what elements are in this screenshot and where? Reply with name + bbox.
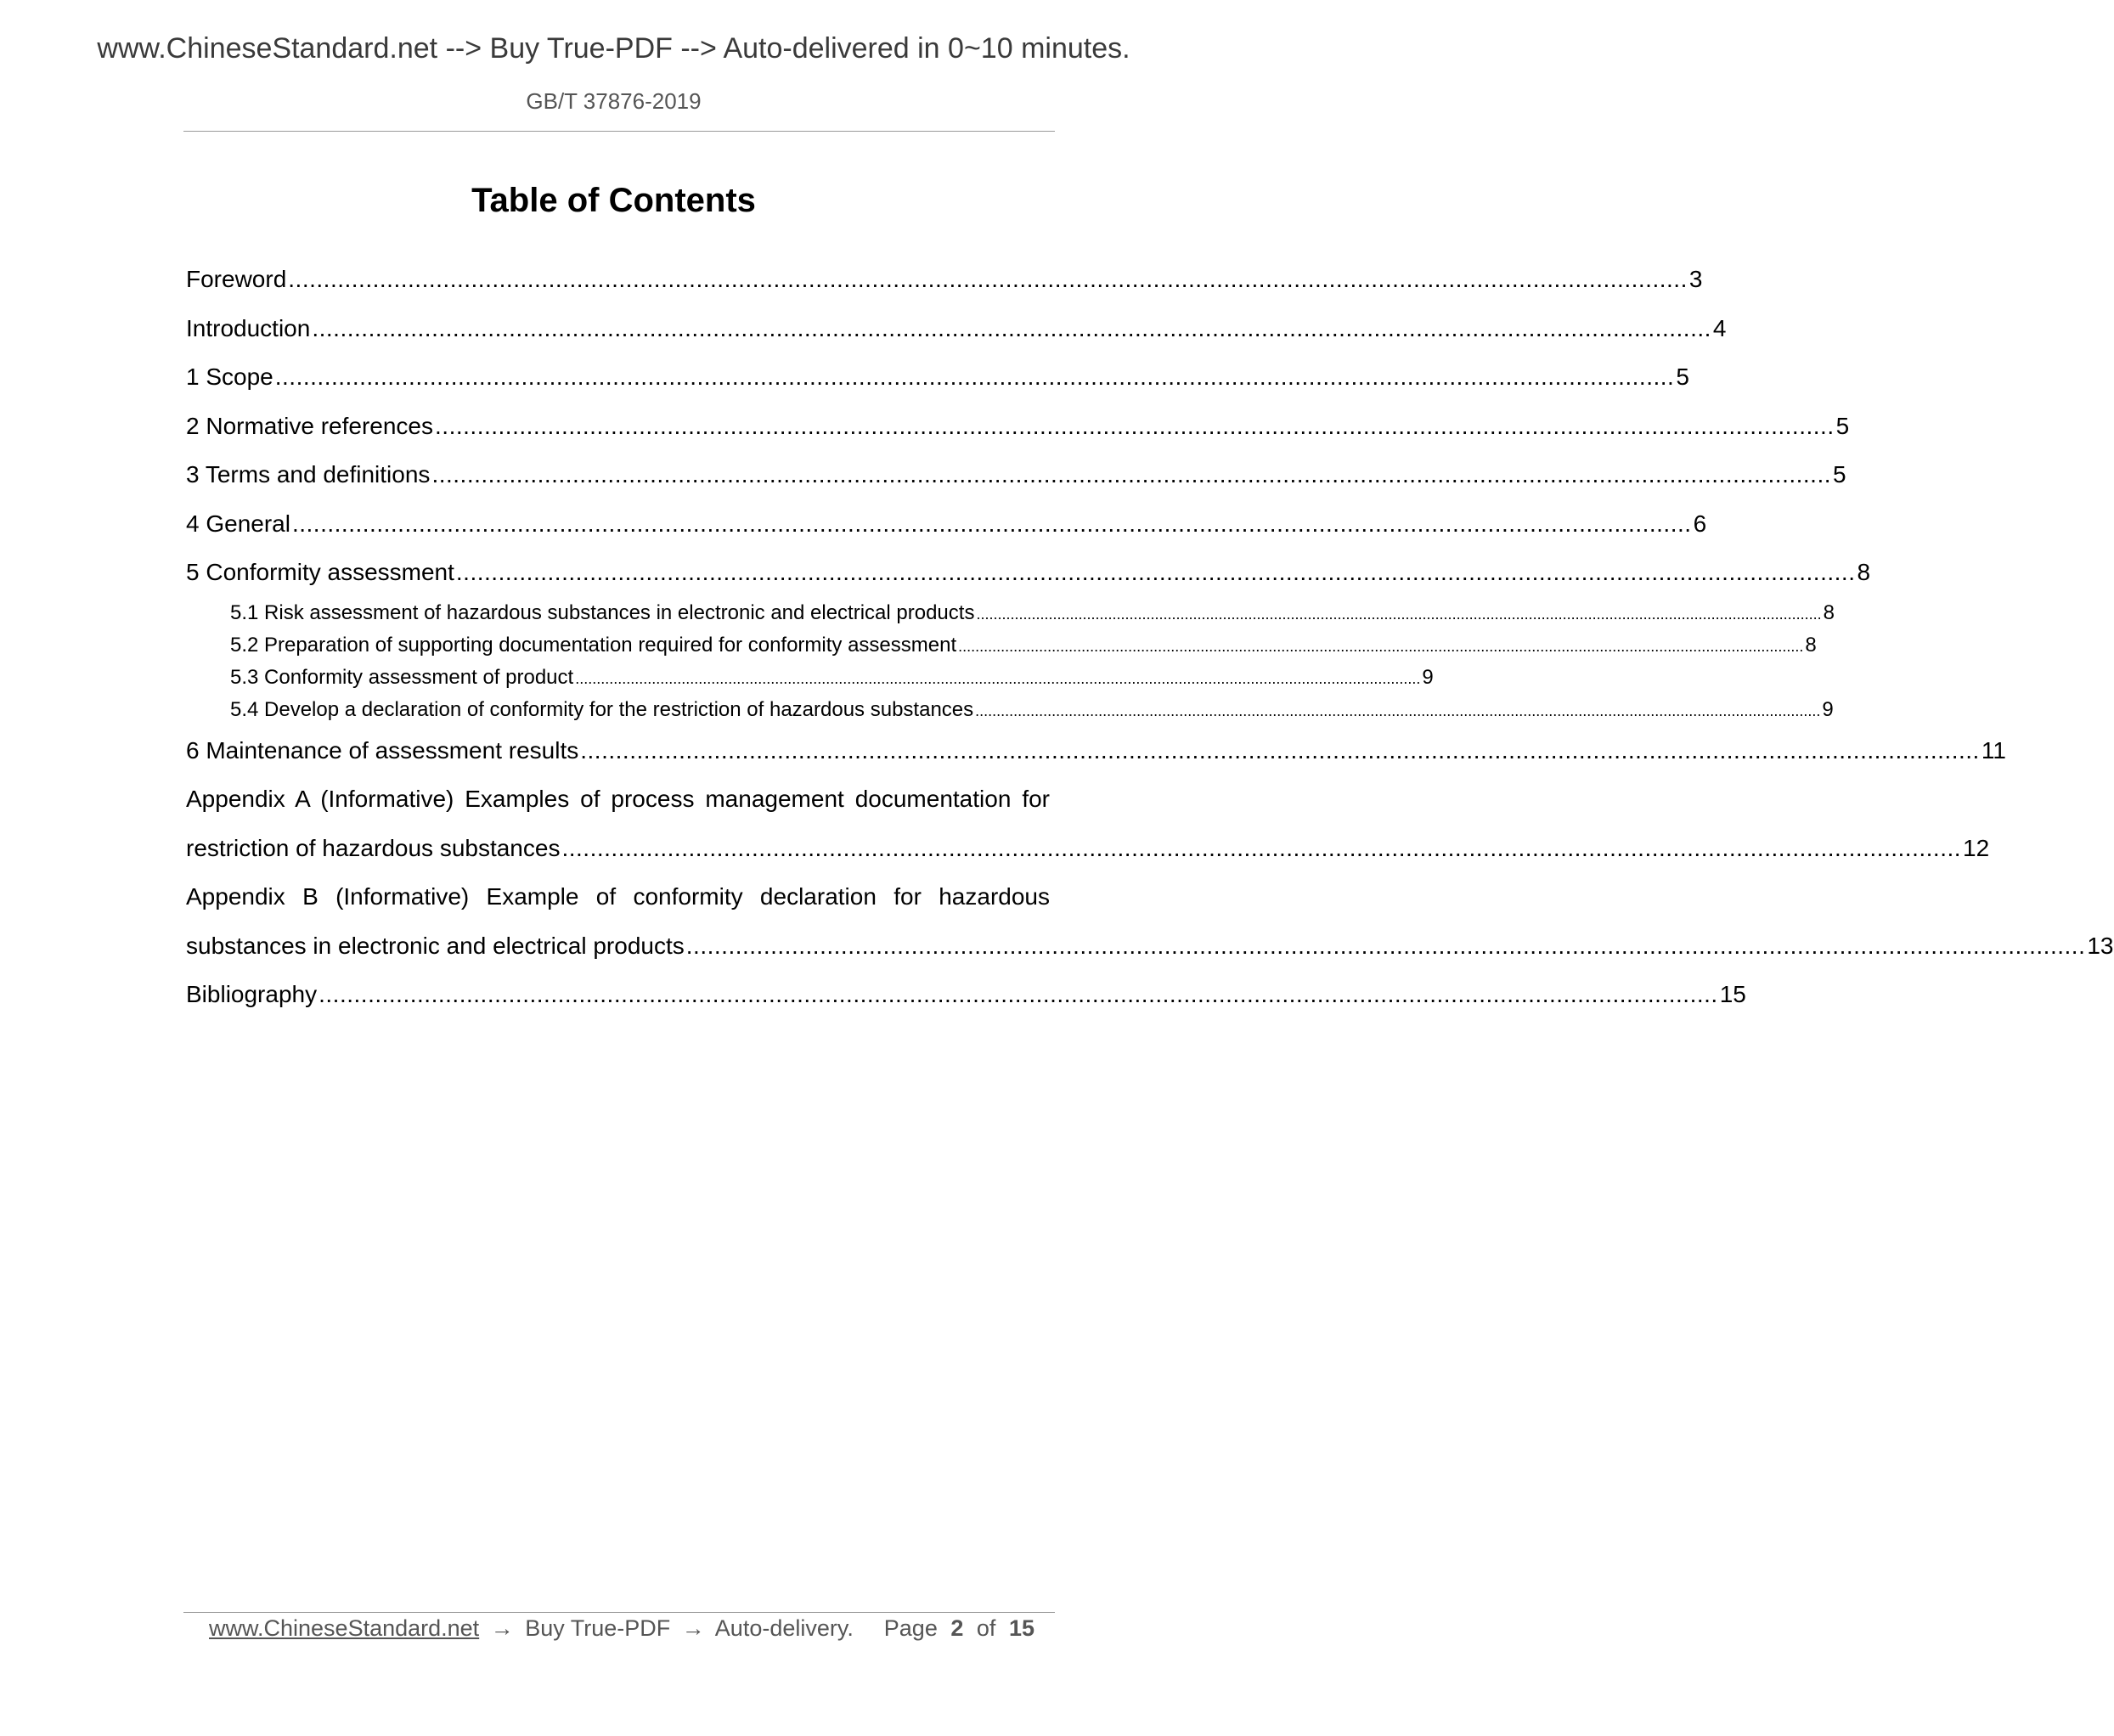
toc-entry-page: 12 (1963, 834, 1990, 861)
toc-dot-leader: ....................................................................................................................................................................................................... (958, 637, 1804, 655)
toc-entry-label: 2 Normative references (186, 412, 434, 439)
toc-entry-page: 5 (1835, 412, 1850, 439)
toc-entry-page: 4 (1712, 314, 1727, 341)
toc-dot-leader: ....................................................................................................................................................................................................... (976, 605, 1822, 623)
current-page: 2 (950, 1615, 964, 1641)
toc-dot-leader: ....................................................................................................................................................................................................... (288, 266, 1688, 292)
toc-entry-page: 15 (1719, 981, 1746, 1007)
arrow-right-icon: → (490, 1615, 514, 1641)
page-footer (209, 1615, 1041, 1649)
header-divider (183, 131, 1055, 132)
toc-entry-label: Introduction (186, 314, 311, 341)
footer-site-link[interactable]: www.ChineseStandard.net (209, 1615, 480, 1641)
toc-entry-label: Appendix B (Informative) Example of conformity declaration for hazardous (186, 883, 1050, 910)
toc-entry-page: 8 (1805, 633, 1817, 657)
toc-entry-appendix-a-line2[interactable] (186, 824, 1990, 873)
banner-delivery-text: Auto-delivered in 0~10 minutes. (723, 32, 1130, 65)
toc-dot-leader: ....................................................................................................................................................................................................... (431, 461, 1832, 488)
banner-separator: --> (445, 32, 482, 65)
toc-dot-leader: ....................................................................................................................................................................................................... (580, 736, 1980, 764)
toc-entry-scope[interactable] (186, 352, 1689, 402)
toc-entry-5-1[interactable] (230, 597, 1835, 629)
toc-dot-leader: ....................................................................................................................................................................................................... (685, 932, 2086, 959)
toc-entry-introduction[interactable] (186, 304, 1727, 353)
footer-buy-text: Buy True-PDF (525, 1615, 671, 1641)
page-of-word: of (976, 1615, 996, 1641)
toc-dot-leader: ....................................................................................................................................................................................................... (291, 510, 1692, 537)
toc-entry-bibliography[interactable] (186, 970, 1746, 1019)
toc-entry-label: 1 Scope (186, 364, 273, 390)
toc-entry-appendix-a-line1[interactable] (186, 775, 1050, 824)
toc-entry-page: 8 (1857, 559, 1871, 585)
toc-entry-label: Appendix A (Informative) Examples of process management documentation for (186, 786, 1050, 812)
toc-dot-leader: ....................................................................................................................................................................................................... (561, 834, 1962, 861)
banner-separator: --> (680, 32, 717, 65)
toc-dot-leader: ....................................................................................................................................................................................................... (975, 702, 1821, 719)
toc-entry-label: 4 General (186, 510, 290, 537)
toc-entry-page: 11 (1981, 736, 2006, 764)
toc-entry-foreword[interactable] (186, 255, 1703, 304)
toc-entry-page: 3 (1688, 266, 1703, 292)
toc-entry-appendix-b-line1[interactable] (186, 872, 1050, 922)
toc-entry-page: 8 (1823, 600, 1835, 624)
footer-divider (183, 1612, 1055, 1613)
toc-entry-label: restriction of hazardous substances (186, 834, 561, 861)
toc-entry-label: 5.3 Conformity assessment of product (230, 665, 574, 689)
toc-entry-label: 5.4 Develop a declaration of conformity for the restriction of hazardous substances (230, 697, 974, 721)
page-word: Page (883, 1615, 938, 1641)
banner-buy-text: Buy True-PDF (489, 32, 673, 65)
top-banner (0, 32, 1227, 65)
toc-entry-page: 9 (1822, 697, 1834, 721)
toc-entry-label: substances in electronic and electrical products (186, 932, 685, 959)
page-number (884, 1615, 1041, 1642)
banner-site-link[interactable]: www.ChineseStandard.net (97, 32, 438, 65)
toc-entry-page: 9 (1422, 665, 1434, 689)
arrow-right-icon: → (681, 1615, 705, 1641)
total-pages: 15 (1008, 1615, 1034, 1641)
toc-entry-label: 5.1 Risk assessment of hazardous substances in electronic and electrical products (230, 600, 975, 624)
toc-entry-label: Foreword (186, 266, 287, 292)
toc-entry-label: 6 Maintenance of assessment results (186, 736, 579, 764)
toc-dot-leader: ....................................................................................................................................................................................................... (312, 314, 1711, 341)
toc-entry-label: Bibliography (186, 981, 318, 1007)
toc-entry-label: 5.2 Preparation of supporting documentation required for conformity assessment (230, 633, 957, 657)
toc-entry-5-2[interactable] (230, 629, 1817, 662)
document-code: GB/T 37876-2019 (526, 88, 702, 114)
toc-entry-terms-and-definitions[interactable] (186, 450, 1846, 499)
toc-dot-leader: ....................................................................................................................................................................................................... (319, 981, 1718, 1007)
toc-entry-page: 5 (1833, 461, 1846, 488)
toc-dot-leader: ....................................................................................................................................................................................................... (274, 364, 1675, 390)
toc-dot-leader: ....................................................................................................................................................................................................... (455, 559, 1856, 585)
page-title: Table of Contents (471, 182, 756, 219)
toc-entry-page: 6 (1693, 510, 1707, 537)
toc-entry-general[interactable] (186, 499, 1707, 549)
toc-entry-normative-references[interactable] (186, 402, 1850, 451)
toc-entry-label: 5 Conformity assessment (186, 559, 454, 585)
toc-entry-page: 13 (2087, 932, 2114, 959)
toc-dot-leader: ....................................................................................................................................................................................................... (435, 412, 1835, 439)
footer-delivery-text: Auto-delivery. (714, 1615, 854, 1641)
toc-entry-conformity-assessment[interactable] (186, 548, 1871, 597)
toc-entry-5-3[interactable] (230, 662, 1434, 694)
toc-dot-leader: ....................................................................................................................................................................................................... (575, 669, 1421, 687)
toc-entry-label: 3 Terms and definitions (186, 461, 431, 488)
toc-entry-page: 5 (1676, 364, 1689, 390)
toc-entry-maintenance[interactable] (186, 726, 2006, 775)
table-of-contents (186, 255, 2114, 1019)
toc-entry-appendix-b-line2[interactable] (186, 922, 2114, 971)
toc-entry-5-4[interactable] (230, 694, 1834, 726)
